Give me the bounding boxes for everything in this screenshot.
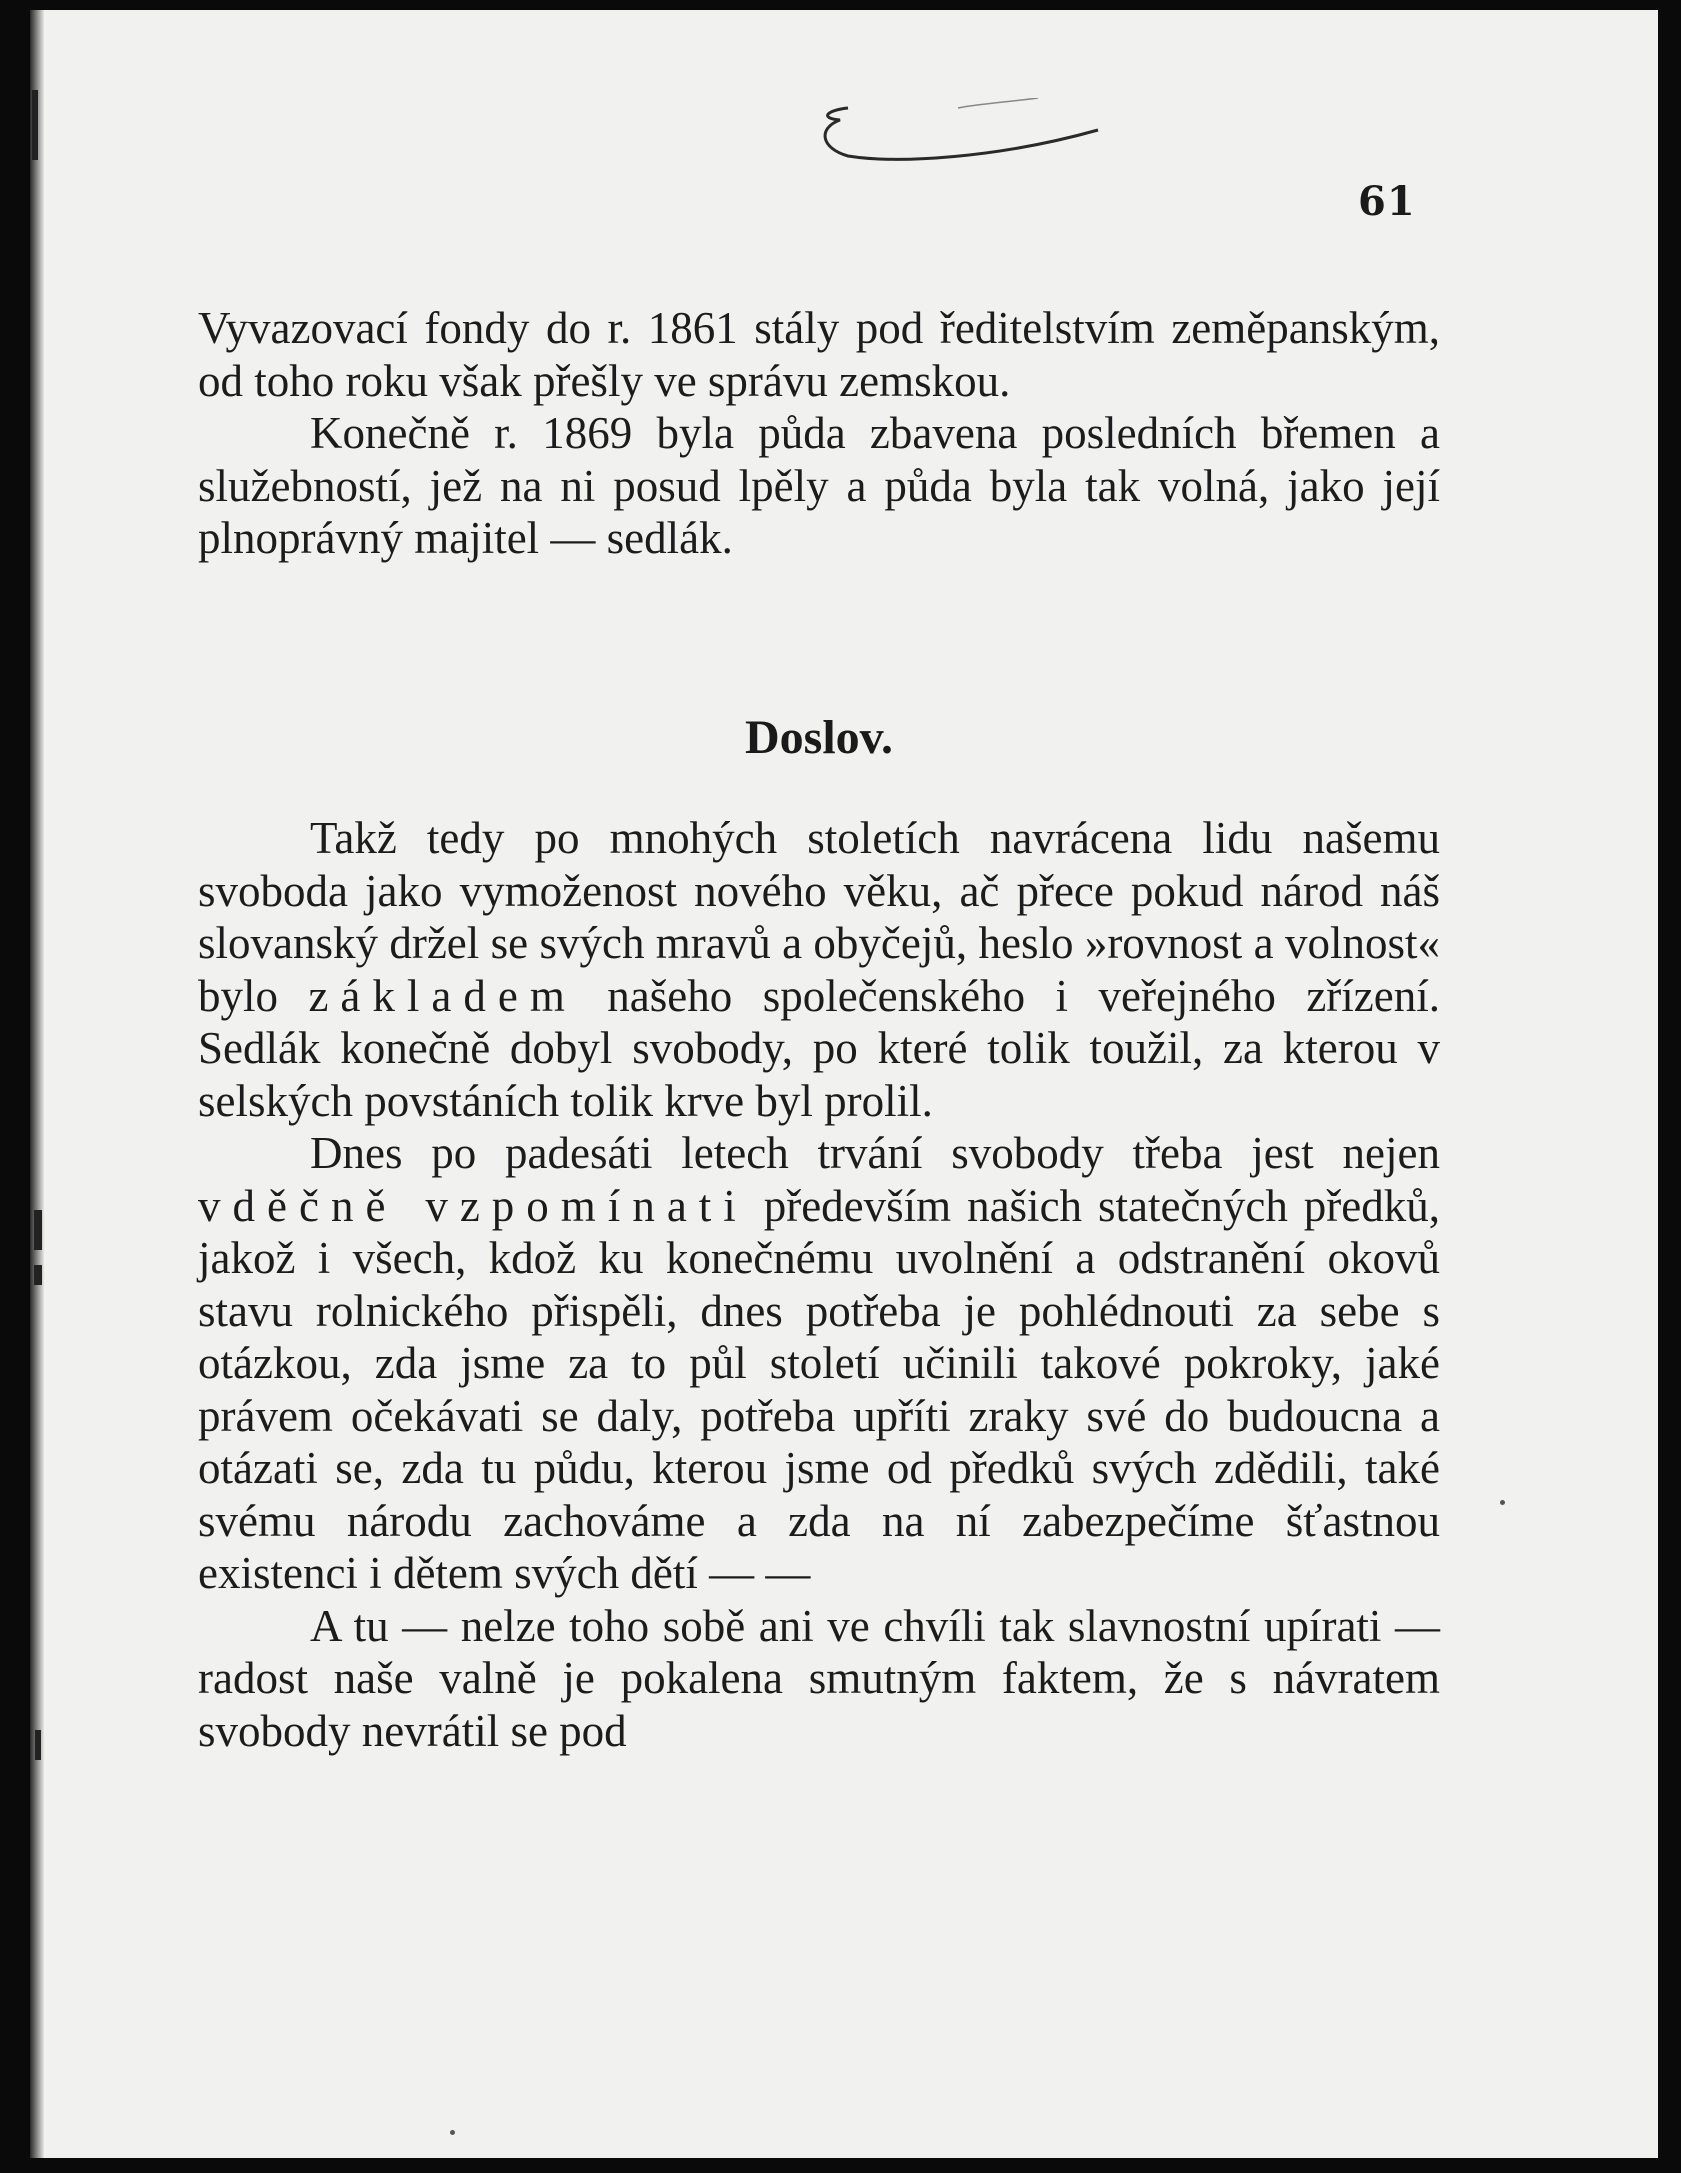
speck (450, 2130, 455, 2135)
spaced-emphasis: základem (308, 970, 577, 1021)
paragraph-text: především našich statečných předků, jakož i všech, kdož ku konečnému uvolnění a odstranění okovů stavu rolnického přispěli, dnes potřeba je pohlédnouti za sebe s otázkou, zda jsme za to půl století učinili takové pokroky, jaké právem očekávati se daly, potřeba upříti zraky své do budoucna a otázati se, zda tu půdu, kterou jsme od předků svých zdědili, také svému národu zachováme a zda na ní zabezpečíme šťastnou existenci i dětem svých dětí — — (198, 1180, 1440, 1598)
book-page (30, 10, 1658, 2158)
paragraph-text: Takž tedy po mnohých stoletích navrácena lidu našemu svoboda jako vymoženost nového věku, ač přece pokud národ náš slovanský držel se svých mravů a obyčejů, heslo »rovnost a volnost« bylo (198, 813, 1440, 1021)
pencil-scribble (808, 98, 1108, 178)
margin-mark (35, 1730, 41, 1760)
paragraph-text: našeho společenského i veřejného zřízení. Sedlák konečně dobyl svobody, po které tolik toužil, za kterou v selských povstáních tolik krve byl prolil. (198, 970, 1440, 1126)
spaced-emphasis: vděčně vzpomínati (198, 1180, 748, 1231)
paragraph (198, 1127, 1440, 1600)
paragraph (198, 812, 1440, 1127)
paragraph-text: Dnes po padesáti letech trvání svobody třeba jest nejen (310, 1128, 1440, 1178)
paragraph: Konečně r. 1869 byla půda zbavena posledních břemen a služebností, jež na ni posud lpěly a půda byla tak volná, jako její plnoprávný majitel — sedlák. (198, 408, 1440, 563)
binding-edge (30, 10, 44, 2158)
section-heading: Doslov. (744, 711, 894, 764)
margin-mark (34, 1265, 42, 1285)
opening-paragraphs (198, 302, 1440, 565)
paragraph: Vyvazovací fondy do r. 1861 stály pod ředitelstvím zeměpanským, od toho roku však přešly ve správu zemskou. (198, 303, 1440, 406)
margin-mark (32, 90, 38, 160)
speck (1500, 1500, 1505, 1505)
paragraph: A tu — nelze toho sobě ani ve chvíli tak slavnostní upírati — radost naše valně je pokalena smutným faktem, že s návratem svobody nevrátil se pod (198, 1600, 1440, 1756)
margin-mark (34, 1210, 42, 1250)
page-number: 61 (1358, 178, 1416, 225)
afterword-paragraphs (198, 812, 1440, 1757)
